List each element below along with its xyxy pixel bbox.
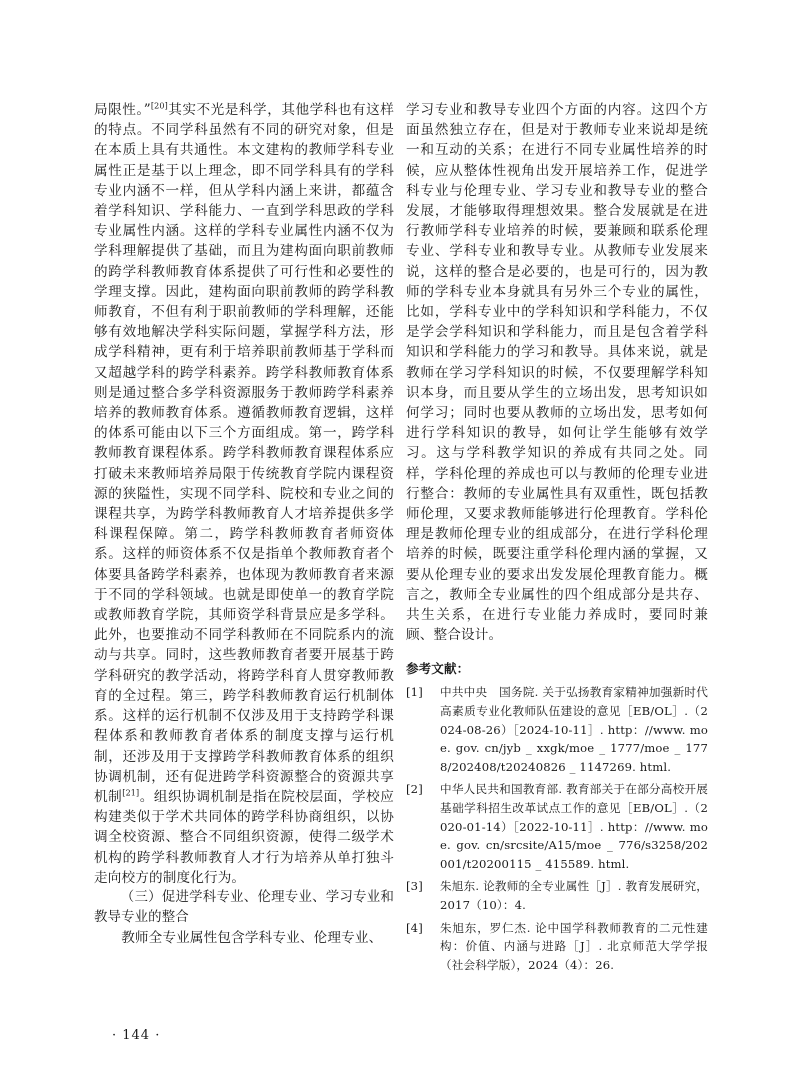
section-heading: （三）促进学科专业、伦理专业、学习专业和教导专业的整合 <box>94 889 394 926</box>
reference-item <box>406 919 708 975</box>
reference-text: 中华人民共和国教育部. 教育部关于在部分高校开展基础学科招生改革试点工作的意见［EB/OL］.（2020-01-14）［2022-10-11］. http：//www. moe. gov. cn/srcsite/A15/moe _ 776/s3258/202001/t20200115 _ 415589. html. <box>440 782 708 871</box>
reference-item <box>406 780 708 873</box>
page-number: · 144 · <box>112 1028 161 1043</box>
reference-item <box>406 683 708 776</box>
left-column <box>94 100 394 949</box>
body-paragraph <box>94 100 394 888</box>
right-column <box>406 100 708 978</box>
references-list <box>406 683 708 974</box>
reference-text: 中共中央 国务院. 关于弘扬教育家精神加强新时代高素质专业化教师队伍建设的意见［EB/OL］.（2024-08-26）［2024-10-11］. http：//www. moe. gov. cn/jyb _ xxgk/moe _ 1777/moe _ 1778/202408/t20240826 _ 1147269. html. <box>440 685 708 774</box>
reference-text: 朱旭东，罗仁杰. 论中国学科教师教育的二元性建构：价值、内涵与进路［J］. 北京师范大学学报（社会科学版），2024（4）：26. <box>440 920 708 972</box>
reference-number: [4] <box>406 920 423 935</box>
paragraph-text: 局限性。” <box>94 102 151 118</box>
reference-number: [2] <box>406 782 423 797</box>
reference-text: 朱旭东. 论教师的全专业属性［J］. 教育发展研究，2017（10）：4. <box>440 879 708 913</box>
paragraph-text: 其实不光是科学，其他学科也有这样的特点。不同学科虽然有不同的研究对象，但是在本质上具有共通性。本文建构的教师学科专业属性正是基于以上理念，即不同学科具有的学科专业内涵不一样，但从学科内涵上来讲，都蕴含着学科知识、学科能力、一直到学科思政的学科专业属性内涵。这样的学科专业属性内涵不仅为学科理解提供了基础，而且为建构面向职前教师的跨学科教师教育体系提供了可行性和必要性的学理支撑。因此，建构面向职前教师的跨学科教师教育，不但有利于职前教师的学科理解，还能够有效地解决学科实际问题，掌握学科方法，形成学科精神，更有利于培养职前教师基于学科而又超越学科的跨学科素养。跨学科教师教育体系则是通过整合多学科资源服务于教师跨学科素养培养的教师教育体系。遵循教师教育逻辑，这样的体系可能由以下三个方面组成。第一，跨学科教师教育课程体系。跨学科教师教育课程体系应打破未来教师培养局限于传统教育学院内课程资源的狭隘性，实现不同学科、院校和专业之间的课程共享，为跨学科教师教育人才培养提供多学科课程保障。第二，跨学科教师教育者师资体系。这样的师资体系不仅是指单个教师教育者个体要具备跨学科素养，也体现为教师教育者来源于不同的学科领域。也就是即使单一的教育学院或教师教育学院，其师资学科背景应是多学科。此外，也要推动不同学科教师在不同院系内的流动与共享。同时，这些教师教育者要开展基于跨学科研究的教学活动，将跨学科育人贯穿教师教育的全过程。第三，跨学科教师教育运行机制体系。这样的运行机制不仅涉及用于支持跨学科课程体系和教师教育者体系的制度支撑与运行机制，还涉及用于支撑跨学科教师教育体系的组织协调机制，还有促进跨学科资源整合的资源共享机制 <box>94 102 394 805</box>
citation-marker: [21] <box>122 788 140 798</box>
citation-marker: [20] <box>150 101 168 111</box>
reference-number: [3] <box>406 879 423 894</box>
paragraph-text: 。组织协调机制是指在院校层面，学校应构建类似于学术共同体的跨学科协商组织，以协调全校资源、整合不同组织资源，使得二级学术机构的跨学科教师教育人才行为培养从单打独斗走向校方的制度化行为。 <box>94 788 394 886</box>
reference-number: [1] <box>406 685 423 700</box>
references-title: 参考文献： <box>406 661 470 677</box>
body-paragraph: 教师全专业属性包含学科专业、伦理专业、 <box>121 930 383 947</box>
body-paragraph: 学习专业和教导专业四个方面的内容。这四个方面虽然独立存在，但是对于教师专业来说却是统一和互动的关系；在进行不同专业属性培养的时候，应从整体性视角出发开展培养工作，促进学科专业与伦理专业、学习专业和教导专业的整合发展，才能够取得理想效果。整合发展就是在进行教师学科专业培养的时候，要兼顾和联系伦理专业、学科专业和教导专业。从教师专业发展来说，这样的整合是必要的，也是可行的，因为教师的学科专业本身就具有另外三个专业的属性，比如，学科专业中的学科知识和学科能力，不仅是学会学科知识和学科能力，而且是包含着学科知识和学科能力的学习和教导。具体来说，就是教师在学习学科知识的时候，不仅要理解学科知识本身，而且要从学生的立场出发，思考知识如何学习；同时也要从教师的立场出发，思考如何进行学科知识的教导，如何让学生能够有效学习。这与学科教学知识的养成有共同之处。同样，学科伦理的养成也可以与教师的伦理专业进行整合：教师的专业属性具有双重性，既包括教师伦理，又要求教师能够进行伦理教育。学科伦理是教师伦理专业的组成部分，在进行学科伦理培养的时候，既要注重学科伦理内涵的掌握，又要从伦理专业的要求出发发展伦理教育能力。概言之，教师全专业属性的四个组成部分是共存、共生关系，在进行专业能力养成时，要同时兼顾、整合设计。 <box>406 102 708 644</box>
reference-item <box>406 877 708 914</box>
